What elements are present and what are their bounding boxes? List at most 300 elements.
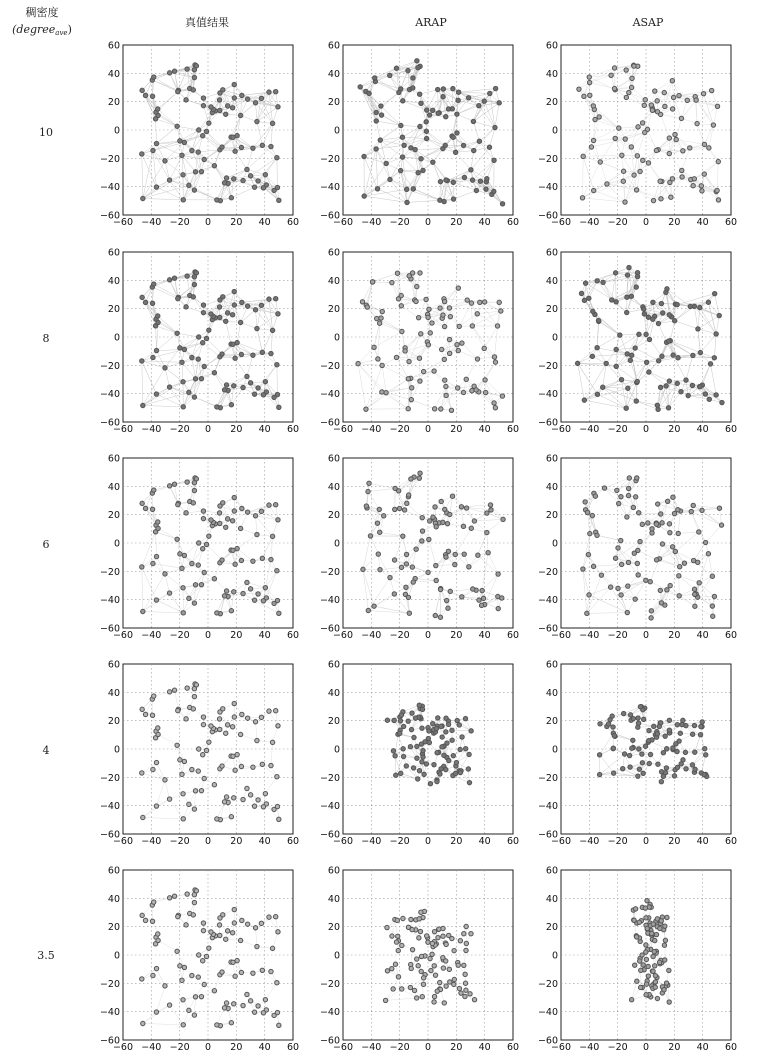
- x-tick-label: 60: [506, 424, 520, 435]
- data-point: [393, 507, 397, 511]
- data-point: [464, 506, 468, 510]
- data-point: [677, 565, 681, 569]
- data-point: [154, 141, 158, 145]
- data-point: [407, 274, 411, 278]
- data-point: [167, 797, 171, 801]
- data-point: [455, 112, 459, 116]
- x-tick-label: −60: [112, 217, 134, 228]
- data-point: [625, 310, 629, 314]
- data-point: [225, 104, 229, 108]
- data-point: [253, 514, 257, 518]
- data-point: [617, 501, 621, 505]
- y-tick-label: 20: [107, 510, 120, 522]
- data-point: [636, 573, 640, 577]
- data-point: [682, 561, 686, 565]
- y-tick-label: 60: [107, 659, 120, 671]
- row-label-8: 8: [42, 332, 50, 345]
- data-point: [587, 75, 591, 79]
- panel-10-0: [100, 41, 299, 229]
- data-point: [140, 359, 144, 363]
- data-point: [230, 106, 234, 110]
- data-point: [231, 135, 235, 139]
- data-point: [402, 508, 406, 512]
- data-point: [593, 117, 597, 121]
- data-point: [469, 526, 473, 530]
- data-point: [697, 530, 701, 534]
- panel-6-1: [320, 454, 519, 642]
- data-point: [493, 125, 497, 129]
- data-point: [624, 406, 628, 410]
- data-point: [460, 595, 464, 599]
- data-point: [592, 188, 596, 192]
- density-label: 稠密度: [25, 6, 59, 19]
- degree-label-close: ): [67, 23, 72, 36]
- data-point: [702, 172, 706, 176]
- data-point: [427, 519, 431, 523]
- data-point: [575, 361, 579, 365]
- data-point: [175, 743, 179, 747]
- data-point: [621, 179, 625, 183]
- data-point: [714, 332, 718, 336]
- data-point: [659, 601, 663, 605]
- data-point: [273, 296, 277, 300]
- data-point: [418, 124, 422, 128]
- data-point: [267, 709, 271, 713]
- data-point: [461, 390, 465, 394]
- data-point: [192, 807, 196, 811]
- data-point: [218, 504, 222, 508]
- y-tick-label: −20: [319, 360, 340, 372]
- data-point: [477, 598, 481, 602]
- data-point: [595, 533, 599, 537]
- data-point: [481, 596, 485, 600]
- data-point: [409, 477, 413, 481]
- data-point: [230, 725, 234, 729]
- data-point: [582, 298, 586, 302]
- data-point: [646, 315, 650, 319]
- data-point: [229, 196, 233, 200]
- data-point: [154, 598, 158, 602]
- data-point: [156, 113, 160, 117]
- data-point: [192, 188, 196, 192]
- data-point: [192, 601, 196, 605]
- data-point: [632, 64, 636, 68]
- y-tick-label: 40: [545, 68, 558, 80]
- data-point: [445, 521, 449, 525]
- y-tick-label: −40: [319, 801, 340, 813]
- data-point: [255, 738, 259, 742]
- data-point: [204, 748, 208, 752]
- data-point: [201, 310, 205, 314]
- data-point: [365, 305, 369, 309]
- x-tick-label: 20: [668, 630, 681, 641]
- data-point: [207, 121, 211, 125]
- y-tick-label: −20: [99, 360, 120, 372]
- data-point: [441, 87, 445, 91]
- data-point: [470, 178, 474, 182]
- data-point: [619, 377, 623, 381]
- data-point: [634, 399, 638, 403]
- data-point: [225, 311, 229, 315]
- data-point: [667, 313, 671, 317]
- data-point: [409, 397, 413, 401]
- data-point: [143, 712, 147, 716]
- y-tick-label: −40: [99, 801, 120, 813]
- data-point: [418, 271, 422, 275]
- data-point: [204, 336, 208, 340]
- data-point: [202, 776, 206, 780]
- y-tick-label: 60: [327, 40, 340, 52]
- data-point: [218, 91, 222, 95]
- x-tick-label: 60: [724, 217, 738, 228]
- data-point: [676, 356, 680, 360]
- data-point: [172, 688, 176, 692]
- data-point: [453, 562, 457, 566]
- data-point: [185, 480, 189, 484]
- data-point: [190, 767, 194, 771]
- data-point: [649, 609, 653, 613]
- data-point: [596, 318, 600, 322]
- data-point: [691, 184, 695, 188]
- data-point: [197, 541, 201, 545]
- data-point: [245, 374, 249, 378]
- data-point: [642, 312, 646, 316]
- x-tick-label: 60: [506, 630, 520, 641]
- data-point: [182, 553, 186, 557]
- data-point: [621, 169, 625, 173]
- data-point: [181, 198, 185, 202]
- data-point: [418, 471, 422, 475]
- data-point: [634, 285, 638, 289]
- data-point: [275, 185, 279, 189]
- data-point: [631, 505, 635, 509]
- data-point: [253, 101, 257, 105]
- data-point: [217, 511, 221, 515]
- data-point: [251, 559, 255, 563]
- data-point: [660, 521, 664, 525]
- data-point: [485, 511, 489, 515]
- y-tick-label: 20: [107, 304, 120, 316]
- data-point: [448, 512, 452, 516]
- data-point: [689, 509, 693, 513]
- data-point: [233, 149, 237, 153]
- data-point: [676, 531, 680, 535]
- data-point: [240, 712, 244, 716]
- data-point: [434, 525, 438, 529]
- data-point: [163, 572, 167, 576]
- data-point: [625, 610, 629, 614]
- y-tick-label: −40: [319, 595, 340, 607]
- data-point: [593, 494, 597, 498]
- data-point: [447, 337, 451, 341]
- data-point: [256, 179, 260, 183]
- data-point: [446, 107, 450, 111]
- data-point: [154, 348, 158, 352]
- data-point: [451, 86, 455, 90]
- data-point: [628, 358, 632, 362]
- data-point: [192, 282, 196, 286]
- data-point: [251, 353, 255, 357]
- data-point: [580, 196, 584, 200]
- data-point: [275, 568, 279, 572]
- y-tick-label: −60: [99, 623, 120, 635]
- data-point: [658, 385, 662, 389]
- data-point: [586, 552, 590, 556]
- x-tick-label: 20: [450, 836, 463, 847]
- data-point: [460, 341, 464, 345]
- data-point: [464, 377, 468, 381]
- data-point: [197, 747, 201, 751]
- data-point: [238, 526, 242, 530]
- data-point: [500, 596, 504, 600]
- y-tick-label: −40: [99, 595, 120, 607]
- data-point: [222, 800, 226, 804]
- data-point: [442, 299, 446, 303]
- data-point: [176, 502, 180, 506]
- data-point: [232, 715, 236, 719]
- data-point: [426, 570, 430, 574]
- data-point: [239, 558, 243, 562]
- data-point: [472, 148, 476, 152]
- data-point: [239, 764, 243, 768]
- data-point: [646, 521, 650, 525]
- y-tick-label: −40: [319, 389, 340, 401]
- data-point: [625, 295, 629, 299]
- x-tick-label: 60: [724, 424, 738, 435]
- data-point: [598, 160, 602, 164]
- data-point: [185, 67, 189, 71]
- data-point: [225, 723, 229, 727]
- data-point: [201, 509, 205, 513]
- data-point: [143, 506, 147, 510]
- data-point: [698, 305, 702, 309]
- data-point: [638, 169, 642, 173]
- data-point: [667, 136, 671, 140]
- y-tick-label: 0: [333, 332, 340, 344]
- data-point: [495, 324, 499, 328]
- data-point: [400, 329, 404, 333]
- data-point: [245, 167, 249, 171]
- data-point: [192, 687, 196, 691]
- data-point: [231, 342, 235, 346]
- data-point: [201, 303, 205, 307]
- data-point: [456, 286, 460, 290]
- y-tick-label: 20: [545, 97, 558, 109]
- data-point: [152, 282, 156, 286]
- data-point: [650, 527, 654, 531]
- data-point: [151, 148, 155, 152]
- data-point: [485, 177, 489, 181]
- data-point: [404, 552, 408, 556]
- data-point: [591, 564, 595, 568]
- data-point: [190, 561, 194, 565]
- y-tick-label: −40: [99, 182, 120, 194]
- data-point: [427, 307, 431, 311]
- y-tick-label: −20: [99, 772, 120, 784]
- data-point: [461, 524, 465, 528]
- data-point: [231, 548, 235, 552]
- data-point: [141, 815, 145, 819]
- data-point: [224, 176, 228, 180]
- data-point: [716, 198, 720, 202]
- data-point: [218, 710, 222, 714]
- data-point: [453, 150, 457, 154]
- data-point: [275, 598, 279, 602]
- data-point: [471, 587, 475, 591]
- data-point: [240, 506, 244, 510]
- data-point: [375, 521, 379, 525]
- data-point: [396, 489, 400, 493]
- data-point: [667, 151, 671, 155]
- data-point: [406, 493, 410, 497]
- data-point: [420, 539, 424, 543]
- x-tick-label: 40: [696, 217, 709, 228]
- data-point: [407, 359, 411, 363]
- data-point: [140, 707, 144, 711]
- data-point: [720, 400, 724, 404]
- column-title-truth: 真值结果: [185, 16, 229, 29]
- data-point: [192, 68, 196, 72]
- data-point: [450, 494, 454, 498]
- panel-10-1: [320, 41, 519, 229]
- data-point: [151, 767, 155, 771]
- data-point: [581, 567, 585, 571]
- data-point: [442, 324, 446, 328]
- data-point: [263, 172, 267, 176]
- data-point: [156, 320, 160, 324]
- data-point: [411, 187, 415, 191]
- data-point: [156, 107, 160, 111]
- data-point: [431, 108, 435, 112]
- data-point: [384, 161, 388, 165]
- y-tick-label: 40: [107, 481, 120, 493]
- data-point: [675, 302, 679, 306]
- data-point: [270, 740, 274, 744]
- data-point: [269, 351, 273, 355]
- data-point: [640, 522, 644, 526]
- data-point: [245, 304, 249, 308]
- data-point: [232, 590, 236, 594]
- data-point: [224, 112, 228, 116]
- data-point: [245, 786, 249, 790]
- data-point: [451, 197, 455, 201]
- data-point: [439, 499, 443, 503]
- data-point: [629, 145, 633, 149]
- data-point: [191, 501, 195, 505]
- data-point: [668, 583, 672, 587]
- data-point: [700, 508, 704, 512]
- data-point: [424, 120, 428, 124]
- data-point: [650, 108, 654, 112]
- data-point: [184, 717, 188, 721]
- data-point: [482, 99, 486, 103]
- data-point: [232, 289, 236, 293]
- degree-label-main: (degree: [12, 23, 56, 36]
- y-tick-label: −60: [537, 417, 558, 429]
- data-point: [374, 147, 378, 151]
- data-point: [492, 158, 496, 162]
- data-point: [156, 726, 160, 730]
- data-point: [382, 514, 386, 518]
- x-tick-label: −60: [112, 836, 134, 847]
- data-point: [220, 352, 224, 356]
- y-tick-label: −60: [537, 210, 558, 222]
- data-point: [419, 157, 423, 161]
- data-point: [409, 146, 413, 150]
- data-point: [380, 363, 384, 367]
- data-point: [692, 177, 696, 181]
- data-point: [390, 280, 394, 284]
- data-point: [419, 101, 423, 105]
- data-point: [374, 110, 378, 114]
- data-point: [459, 505, 463, 509]
- data-point: [444, 393, 448, 397]
- data-point: [222, 594, 226, 598]
- data-point: [599, 573, 603, 577]
- y-tick-label: 60: [107, 453, 120, 465]
- data-point: [456, 348, 460, 352]
- data-point: [197, 335, 201, 339]
- data-point: [270, 328, 274, 332]
- data-point: [619, 593, 623, 597]
- data-point: [392, 592, 396, 596]
- data-point: [238, 320, 242, 324]
- data-point: [492, 355, 496, 359]
- data-point: [192, 395, 196, 399]
- data-point: [269, 763, 273, 767]
- data-point: [152, 694, 156, 698]
- data-point: [275, 155, 279, 159]
- y-tick-label: 0: [551, 125, 558, 137]
- data-point: [406, 68, 410, 72]
- data-point: [457, 324, 461, 328]
- data-point: [384, 390, 388, 394]
- data-point: [590, 354, 594, 358]
- data-point: [201, 722, 205, 726]
- data-point: [277, 611, 281, 615]
- x-tick-label: 0: [642, 424, 650, 435]
- x-tick-label: −40: [141, 424, 162, 435]
- data-point: [224, 589, 228, 593]
- data-point: [583, 281, 587, 285]
- data-point: [665, 287, 669, 291]
- data-point: [394, 66, 398, 70]
- data-point: [711, 614, 715, 618]
- data-point: [260, 350, 264, 354]
- data-point: [232, 701, 236, 705]
- row-label-6: 6: [42, 538, 50, 551]
- data-point: [270, 534, 274, 538]
- data-point: [651, 300, 655, 304]
- data-point: [692, 587, 696, 591]
- row-label-4: 4: [42, 744, 50, 757]
- data-point: [181, 817, 185, 821]
- data-point: [679, 116, 683, 120]
- data-point: [616, 546, 620, 550]
- data-point: [658, 588, 662, 592]
- x-tick-label: −40: [361, 630, 382, 641]
- data-point: [259, 303, 263, 307]
- x-tick-label: −20: [607, 217, 628, 228]
- data-point: [654, 522, 658, 526]
- data-point: [192, 481, 196, 485]
- data-point: [608, 585, 612, 589]
- y-tick-label: 40: [107, 687, 120, 699]
- data-point: [591, 138, 595, 142]
- x-tick-label: 40: [258, 217, 271, 228]
- data-point: [269, 144, 273, 148]
- data-point: [658, 179, 662, 183]
